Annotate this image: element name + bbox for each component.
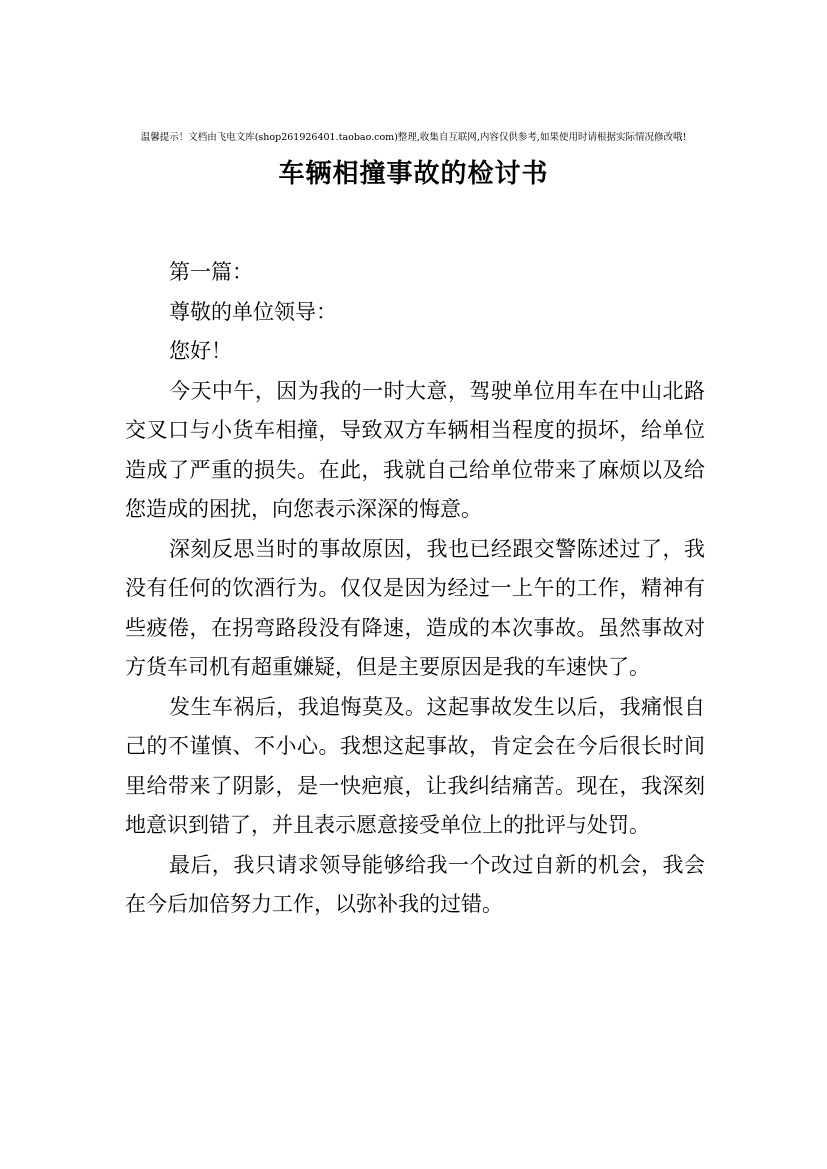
page-title: 车辆相撞事故的检讨书: [278, 159, 549, 189]
paragraph-section-label: 第一篇：: [169, 260, 253, 284]
paragraph-salutation: 尊敬的单位领导：: [169, 299, 337, 324]
paragraph-request: 最后，我只请求领导能够给我一个改过自新的机会，我会在今后加倍努力工作，以弥补我的过错。: [125, 852, 705, 916]
paragraph-reflection: 深刻反思当时的事故原因，我也已经跟交警陈述过了，我没有任何的饮酒行为。仅仅是因为经过一上午的工作，精神有些疲倦，在拐弯路段没有降速，造成的本次事故。虽然事故对方货车司机有超重嫌疑，但是主要原因是我的车速快了。: [125, 536, 705, 679]
paragraph-greeting: 您好！: [169, 339, 232, 363]
header-notice: 温馨提示！文档由飞电文库(shop261926401.taobao.com)整理,收集自互联网,内容仅供参考,如果使用时请根据实际情况修改哦!: [140, 132, 687, 143]
document-body: [125, 253, 705, 925]
paragraph-incident: 今天中午，因为我的一时大意，驾驶单位用车在中山北路交叉口与小货车相撞，导致双方车辆相当程度的损坏，给单位造成了严重的损失。在此，我就自己给单位带来了麻烦以及给您造成的困扰，向您表示深深的悔意。: [125, 378, 705, 521]
paragraph-regret: 发生车祸后，我追悔莫及。这起事故发生以后，我痛恨自己的不谨慎、不小心。我想这起事故，肯定会在今后很长时间里给带来了阴影，是一快疤痕，让我纠结痛苦。现在，我深刻地意识到错了，并且表示愿意接受单位上的批评与处罚。: [125, 694, 705, 837]
